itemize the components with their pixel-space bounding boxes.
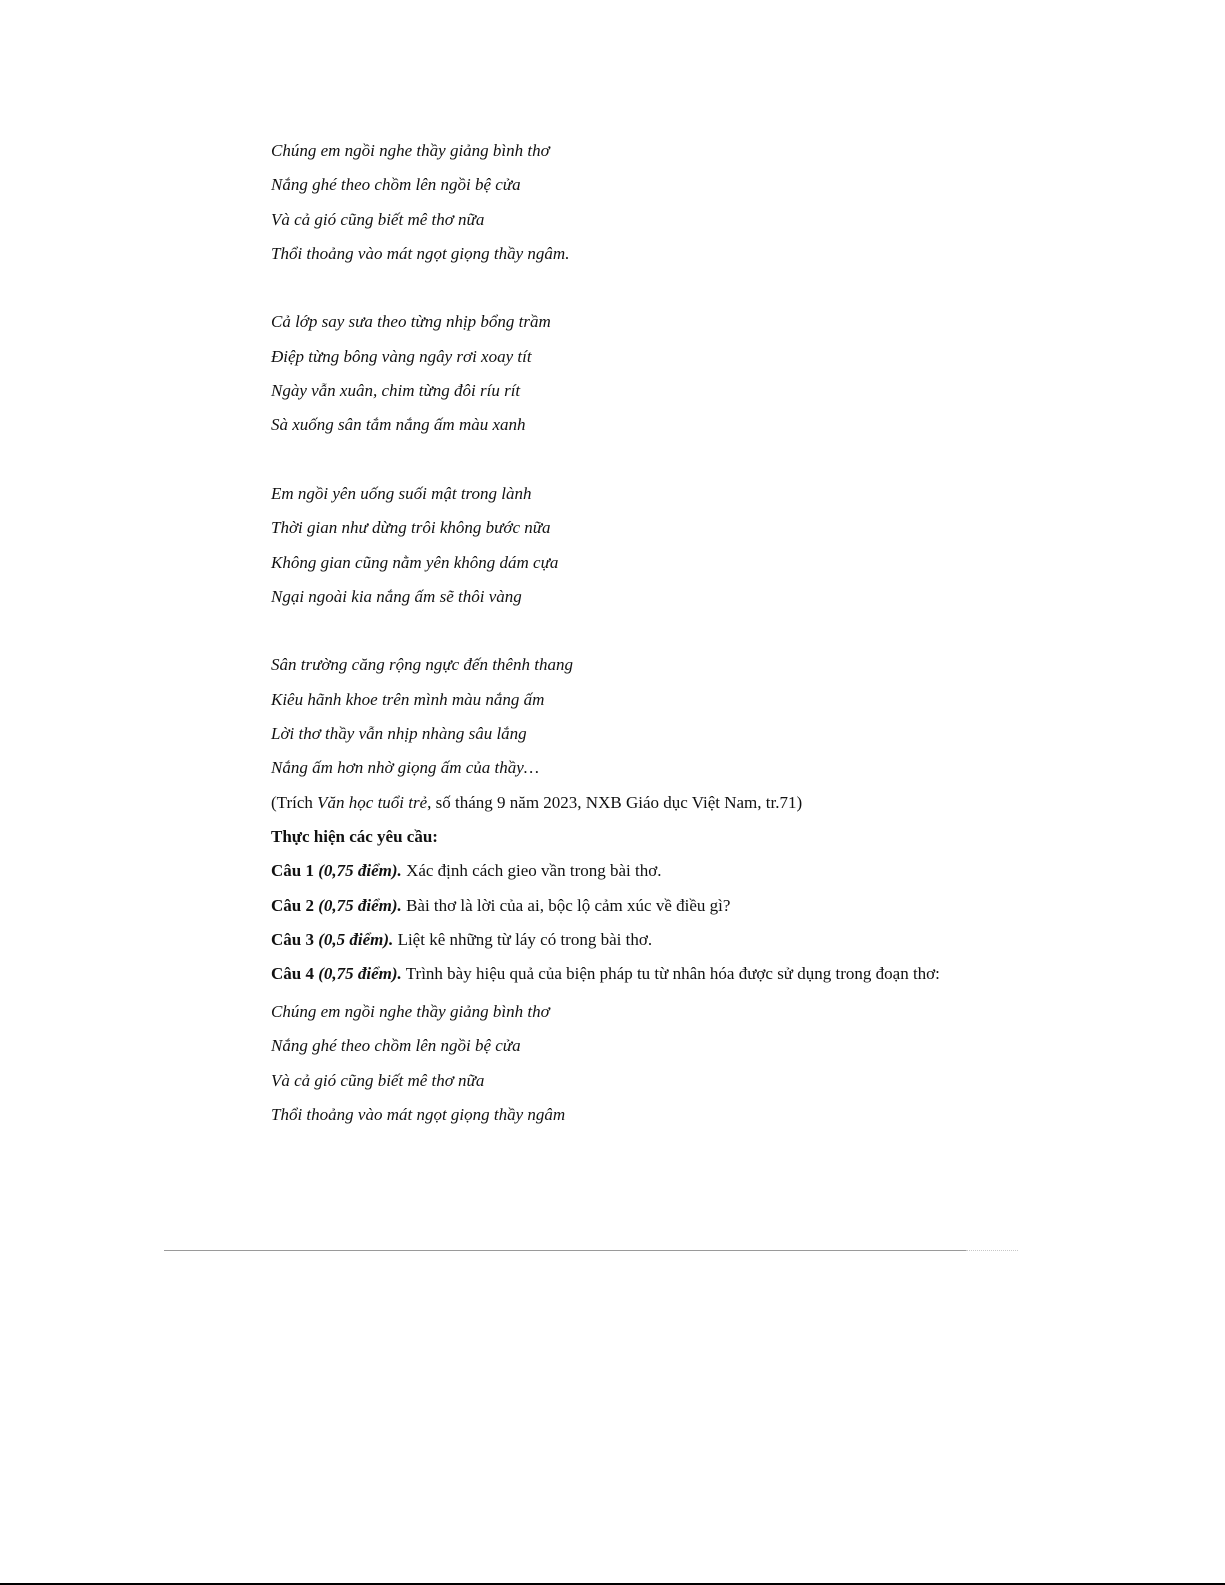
excerpt-line: Thổi thoảng vào mát ngọt giọng thầy ngâm (271, 1105, 566, 1125)
source-suffix: , số tháng 9 năm 2023, NXB Giáo dục Việt Nam, tr.71) (427, 792, 803, 812)
poem-line: Ngại ngoài kia nắng ấm sẽ thôi vàng (271, 586, 522, 606)
stanza-gap (271, 273, 961, 307)
question-label: Câu 4 (271, 964, 314, 984)
question-3 (271, 925, 961, 959)
question-text: Bài thơ là lời của ai, bộc lộ cảm xúc về điều gì? (401, 895, 731, 915)
poem-line: Thổi thoảng vào mát ngọt giọng thầy ngâm. (271, 243, 570, 263)
stanza-gap (271, 445, 961, 479)
poem-line: Cả lớp say sưa theo từng nhịp bổng trầm (271, 312, 551, 332)
poem-line: Sà xuống sân tắm nắng ấm màu xanh (271, 415, 526, 435)
stanza-gap (271, 616, 961, 650)
question-4 (271, 959, 961, 985)
question-points: (0,75 điểm). (318, 861, 402, 881)
question-points: (0,75 điểm). (318, 895, 402, 915)
question-points: (0,75 điểm). (318, 964, 402, 984)
instructions-heading: Thực hiện các yêu cầu: (271, 826, 438, 846)
poem-line: Chúng em ngồi nghe thầy giảng bình thơ (271, 141, 550, 160)
source-citation (271, 788, 961, 822)
footer-divider-dotted (966, 1250, 1018, 1252)
excerpt-line: Chúng em ngồi nghe thầy giảng bình thơ (271, 1002, 550, 1022)
poem-line: Nắng ghé theo chồm lên ngồi bệ cửa (271, 175, 521, 195)
document-content (271, 136, 961, 1134)
excerpt-line: Nắng ghé theo chồm lên ngồi bệ cửa (271, 1036, 521, 1056)
poem-line: Lời thơ thầy vẫn nhịp nhàng sâu lắng (271, 724, 527, 744)
question-1 (271, 856, 961, 890)
poem-line: Sân trường căng rộng ngực đến thênh thang (271, 655, 573, 675)
question-points: (0,5 điểm). (318, 929, 394, 949)
poem-line: Ngày vẫn xuân, chim từng đôi ríu rít (271, 381, 521, 401)
question-text: Liệt kê những từ láy có trong bài thơ. (393, 929, 653, 949)
footer-divider (164, 1250, 966, 1251)
question-label: Câu 3 (271, 929, 314, 949)
source-title: Văn học tuổi trẻ (317, 792, 428, 812)
poem-line: Nắng ấm hơn nhờ giọng ấm của thầy… (271, 758, 539, 778)
poem-line: Em ngồi yên uống suối mật trong lành (271, 483, 532, 503)
poem-line: Và cả gió cũng biết mê thơ nữa (271, 209, 485, 229)
question-text: Trình bày hiệu quả của biện pháp tu từ nhân hóa được sử dụng trong đoạn thơ: (401, 964, 940, 984)
question-text: Xác định cách gieo vần trong bài thơ. (401, 861, 662, 881)
poem-line: Không gian cũng nằm yên không dám cựa (271, 552, 559, 572)
poem-line: Điệp từng bông vàng ngây rơi xoay tít (271, 346, 532, 366)
excerpt-line: Và cả gió cũng biết mê thơ nữa (271, 1070, 485, 1090)
question-label: Câu 1 (271, 861, 314, 881)
question-2 (271, 891, 961, 925)
poem-line: Kiêu hãnh khoe trên mình màu nắng ấm (271, 689, 545, 709)
poem-line: Thời gian như dừng trôi không bước nữa (271, 518, 551, 538)
source-prefix: (Trích (271, 792, 318, 812)
question-label: Câu 2 (271, 895, 314, 915)
